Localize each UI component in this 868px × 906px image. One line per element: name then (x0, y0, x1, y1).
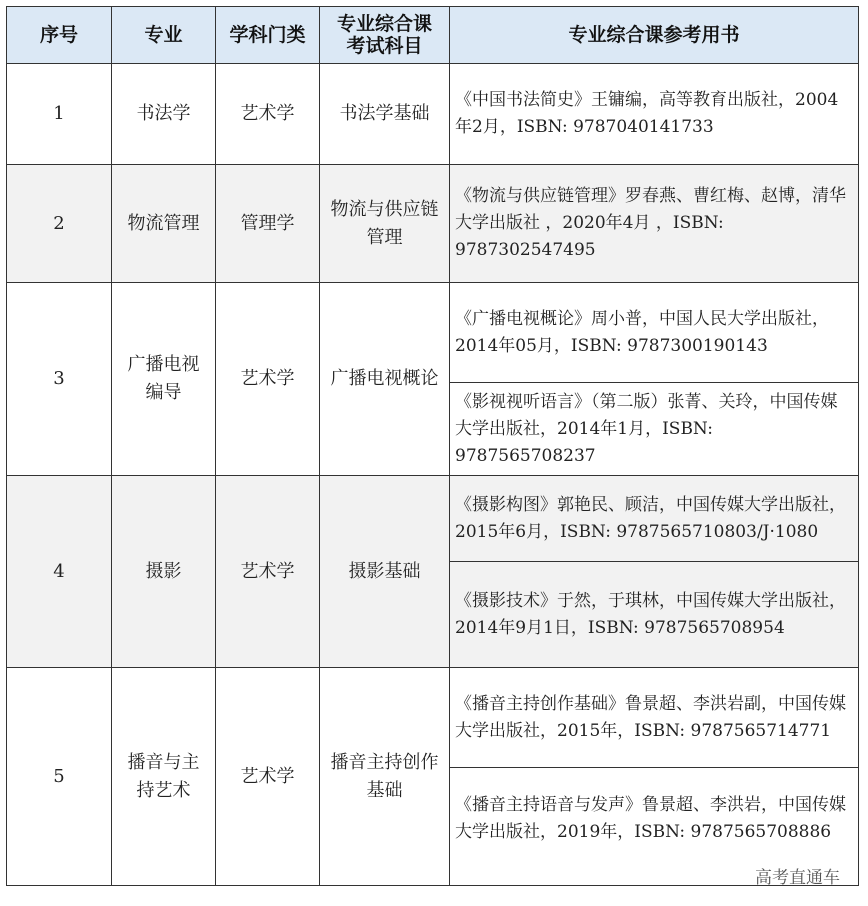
table-row (7, 165, 859, 283)
row-book: 《中国书法简史》王镛编，高等教育出版社，2004年2月，ISBN: 9787040141733 (450, 64, 859, 165)
row-category: 艺术学 (216, 668, 320, 886)
watermark-text: 高考直通车 (755, 868, 840, 888)
header-major: 专业 (112, 7, 216, 64)
row-category: 管理学 (216, 165, 320, 283)
row-category: 艺术学 (216, 64, 320, 165)
row-category: 艺术学 (216, 476, 320, 668)
row-index: 3 (7, 283, 112, 476)
row-book: 《广播电视概论》周小普，中国人民大学出版社，2014年05月，ISBN: 9787300190143 (450, 283, 859, 383)
header-books: 专业综合课参考用书 (450, 7, 859, 64)
row-major: 物流管理 (112, 165, 216, 283)
table-row (7, 668, 859, 768)
reference-book-table (6, 6, 859, 886)
header-category: 学科门类 (216, 7, 320, 64)
row-major: 摄影 (112, 476, 216, 668)
row-major: 播音与主持艺术 (112, 668, 216, 886)
row-index: 1 (7, 64, 112, 165)
row-exam: 广播电视概论 (320, 283, 450, 476)
row-book: 《播音主持语音与发声》鲁景超、李洪岩，中国传媒大学出版社，2019年，ISBN: 9787565708886 (450, 768, 859, 886)
row-book: 《摄影技术》于然，于琪林，中国传媒大学出版社，2014年9月1日，ISBN: 9787565708954 (450, 562, 859, 668)
row-exam: 摄影基础 (320, 476, 450, 668)
table-row (7, 476, 859, 562)
row-book: 《播音主持创作基础》鲁景超、李洪岩副，中国传媒大学出版社，2015年，ISBN: 9787565714771 (450, 668, 859, 768)
row-exam: 播音主持创作基础 (320, 668, 450, 886)
table-row (7, 64, 859, 165)
row-major: 广播电视编导 (112, 283, 216, 476)
row-index: 2 (7, 165, 112, 283)
row-major: 书法学 (112, 64, 216, 165)
row-index: 5 (7, 668, 112, 886)
row-book: 《物流与供应链管理》罗春燕、曹红梅、赵博，清华大学出版社 ，2020年4月 ，ISBN: 9787302547495 (450, 165, 859, 283)
table-row (7, 283, 859, 383)
row-category: 艺术学 (216, 283, 320, 476)
row-book: 《影视视听语言》（第二版）张菁、关玲，中国传媒大学出版社，2014年1月，ISBN: 9787565708237 (450, 383, 859, 476)
header-row (7, 7, 859, 64)
row-exam: 物流与供应链管理 (320, 165, 450, 283)
row-book: 《摄影构图》郭艳民、顾洁，中国传媒大学出版社，2015年6月，ISBN: 9787565710803/J·1080 (450, 476, 859, 562)
row-exam: 书法学基础 (320, 64, 450, 165)
header-index: 序号 (7, 7, 112, 64)
row-index: 4 (7, 476, 112, 668)
header-exam: 专业综合课考试科目 (320, 7, 450, 64)
